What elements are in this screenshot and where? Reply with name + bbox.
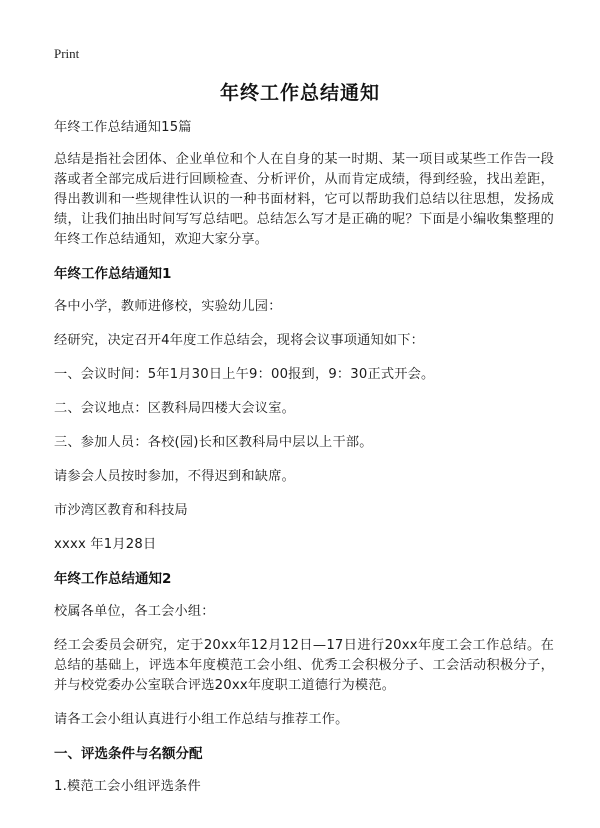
section-heading-1: 年终工作总结通知1 [54,266,172,282]
section1-paragraph: 二、会议地点：区教科局四楼大会议室。 [54,401,295,416]
section1-paragraph: 请参会人员按时参加，不得迟到和缺席。 [54,469,295,484]
section1-paragraph: 各中小学，教师进修校，实验幼儿园： [54,299,282,314]
section1-paragraph: 一、会议时间：5年1月30日上午9：00报到，9：30正式开会。 [54,367,435,382]
document-body [54,118,554,797]
section2-paragraph: 请各工会小组认真进行小组工作总结与推荐工作。 [54,712,349,727]
page-title: 年终工作总结通知 [219,82,380,104]
section2-paragraph: 经工会委员会研究，定于20xx年12月12日—17日进行20xx年度工会工作总结。在总结的基础上，评选本年度模范工会小组、优秀工会积极分子、工会活动积极分子，并与校党委办公室联合评选20xx年度职工道德行为模范。 [54,638,554,693]
section1-signature: 市沙湾区教育和科技局 [54,503,188,518]
section2-subheading: 一、评选条件与名额分配 [54,746,203,762]
section2-paragraph: 校属各单位，各工会小组： [54,604,215,619]
section1-date: xxxx 年1月28日 [54,537,157,552]
section1-paragraph: 经研究，决定召开4年度工作总结会，现将会议事项通知如下： [54,333,425,348]
section2-list-item: 1.模范工会小组评选条件 [54,779,201,794]
document-subtitle: 年终工作总结通知15篇 [54,120,192,135]
print-label: Print [54,46,80,61]
section1-paragraph: 三、参加人员：各校(园)长和区教科局中层以上干部。 [54,435,373,450]
intro-paragraph: 总结是指社会团体、企业单位和个人在自身的某一时期、某一项目或某些工作告一段落或者全部完成后进行回顾检查、分析评价，从而肯定成绩，得到经验，找出差距，得出教训和一些规律性认识的一种书面材料，它可以帮助我们总结以往思想，发扬成绩，让我们抽出时间写写总结吧。总结怎么写才是正确的呢？下面是小编收集整理的年终工作总结通知，欢迎大家分享。 [54,152,554,247]
section-heading-2: 年终工作总结通知2 [54,571,172,587]
